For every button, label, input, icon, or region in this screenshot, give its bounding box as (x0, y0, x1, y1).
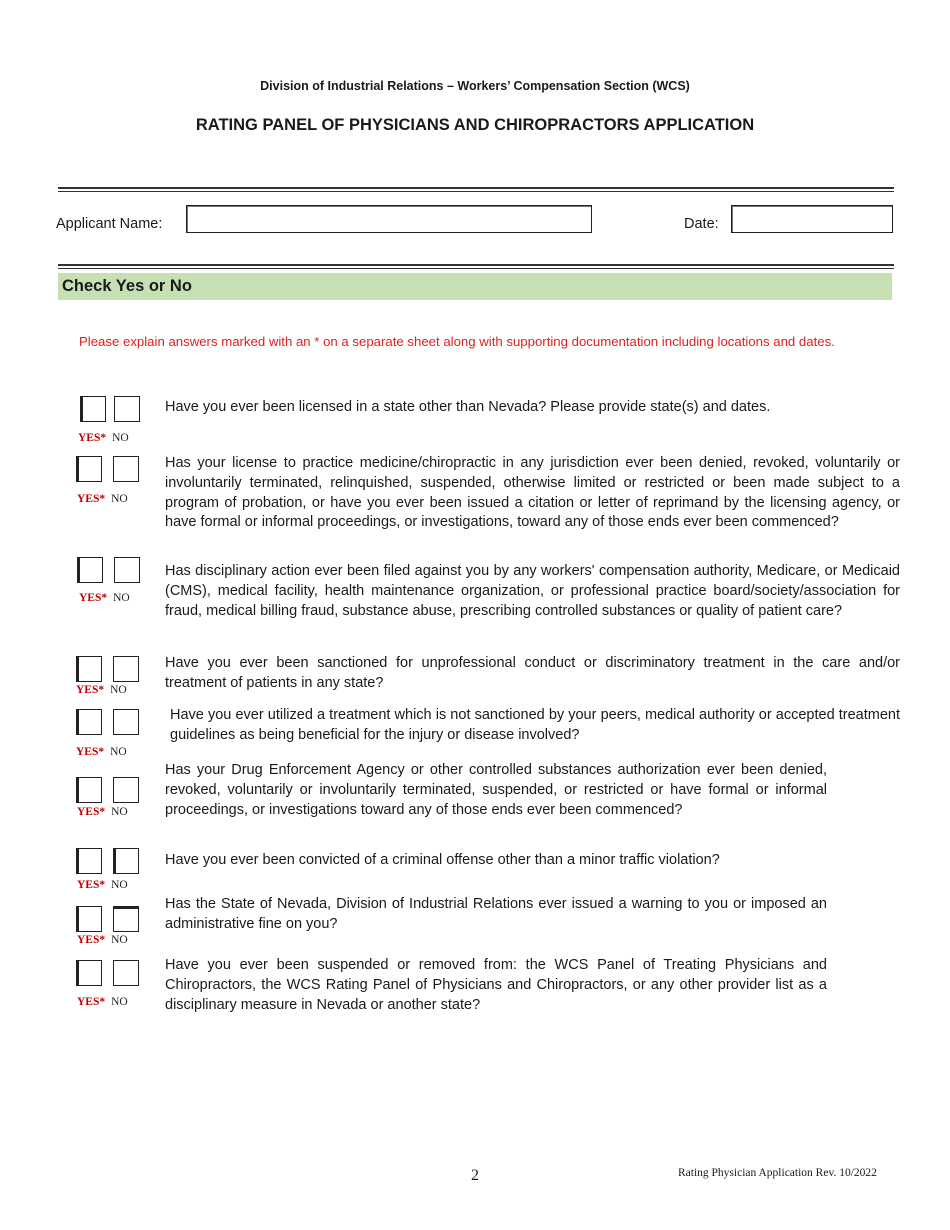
no-checkbox[interactable] (113, 960, 139, 986)
yes-checkbox[interactable] (76, 656, 102, 682)
no-checkbox[interactable] (113, 456, 139, 482)
yes-label: YES* (79, 592, 108, 604)
no-checkbox[interactable] (113, 656, 139, 682)
form-title: RATING PANEL OF PHYSICIANS AND CHIROPRACTORS APPLICATION (195, 116, 755, 134)
no-checkbox[interactable] (114, 396, 140, 422)
divider-top (58, 187, 894, 192)
question-text: Have you ever utilized a treatment which is not sanctioned by your peers, medical authority or accepted treatment guidelines as being beneficial for the injury or disease involved? (170, 707, 900, 743)
no-label: NO (110, 684, 127, 696)
yes-label: YES* (78, 432, 107, 444)
section-heading: Check Yes or No (62, 277, 192, 295)
yes-checkbox[interactable] (76, 456, 102, 482)
no-label: NO (110, 746, 127, 758)
no-checkbox[interactable] (113, 777, 139, 803)
yes-checkbox[interactable] (76, 960, 102, 986)
no-checkbox[interactable] (114, 557, 140, 583)
no-checkbox[interactable] (113, 906, 139, 932)
applicant-name-field[interactable] (186, 205, 592, 233)
no-label: NO (111, 806, 128, 818)
yes-label: YES* (76, 746, 105, 758)
yes-checkbox[interactable] (77, 557, 103, 583)
date-field[interactable] (731, 205, 893, 233)
no-label: NO (113, 592, 130, 604)
division-header: Division of Industrial Relations – Workers’ Compensation Section (WCS) (260, 79, 690, 93)
no-checkbox[interactable] (113, 709, 139, 735)
yes-label: YES* (77, 879, 106, 891)
question-text: Have you ever been licensed in a state other than Nevada? Please provide state(s) and dates. (165, 399, 771, 415)
date-label: Date: (684, 216, 719, 232)
question-text: Have you ever been convicted of a criminal offense other than a minor traffic violation? (165, 852, 720, 868)
explanation-note: Please explain answers marked with an * on a separate sheet along with supporting documentation including locations and dates. (79, 334, 835, 349)
question-text: Has the State of Nevada, Division of Industrial Relations ever issued a warning to you or imposed an administrative fine on you? (165, 896, 827, 932)
no-label: NO (112, 432, 129, 444)
question-text: Has your license to practice medicine/chiropractic in any jurisdiction ever been denied, revoked, voluntarily or involuntarily terminated, relinquished, suspended, otherwise limited or restricted or been made subject to a program of probation, or have you ever been issued a citation or letter of reprimand by the licensing agency, or have formal or informal proceedings, or investigations, toward any of those ends ever been commenced? (165, 455, 900, 531)
yes-checkbox[interactable] (76, 777, 102, 803)
yes-checkbox[interactable] (80, 396, 106, 422)
section-heading-bar (58, 273, 892, 300)
no-label: NO (111, 879, 128, 891)
no-label: NO (111, 996, 128, 1008)
applicant-name-label: Applicant Name: (56, 216, 163, 232)
revision-note: Rating Physician Application Rev. 10/2022 (678, 1167, 877, 1179)
divider-middle (58, 264, 894, 269)
yes-checkbox[interactable] (76, 906, 102, 932)
question-text: Has your Drug Enforcement Agency or other controlled substances authorization ever been denied, revoked, voluntarily or involuntarily terminated, suspended, or restricted or have formal or informal proceedings, or investigations toward any of those ends ever been commenced? (165, 762, 827, 818)
no-checkbox[interactable] (113, 848, 139, 874)
question-text: Have you ever been sanctioned for unprofessional conduct or discriminatory treatment in the care and/or treatment of patients in any state? (165, 655, 900, 691)
page-number: 2 (471, 1167, 479, 1184)
yes-label: YES* (77, 493, 106, 505)
no-label: NO (111, 493, 128, 505)
yes-checkbox[interactable] (76, 848, 102, 874)
yes-label: YES* (77, 806, 106, 818)
question-text: Has disciplinary action ever been filed against you by any workers' compensation authority, Medicare, or Medicaid (CMS), medical facility, health maintenance organization, or professional practice board/society/association for fraud, medical billing fraud, substance abuse, prescribing controlled substances or quality of patient care? (165, 563, 900, 619)
yes-checkbox[interactable] (76, 709, 102, 735)
question-text: Have you ever been suspended or removed from: the WCS Panel of Treating Physicians and Chiropractors, the WCS Rating Panel of Physicians and Chiropractors, or any other provider list as a disciplinary measure in Nevada or another state? (165, 957, 827, 1013)
no-label: NO (111, 934, 128, 946)
yes-label: YES* (77, 996, 106, 1008)
yes-label: YES* (76, 684, 105, 696)
yes-label: YES* (77, 934, 106, 946)
